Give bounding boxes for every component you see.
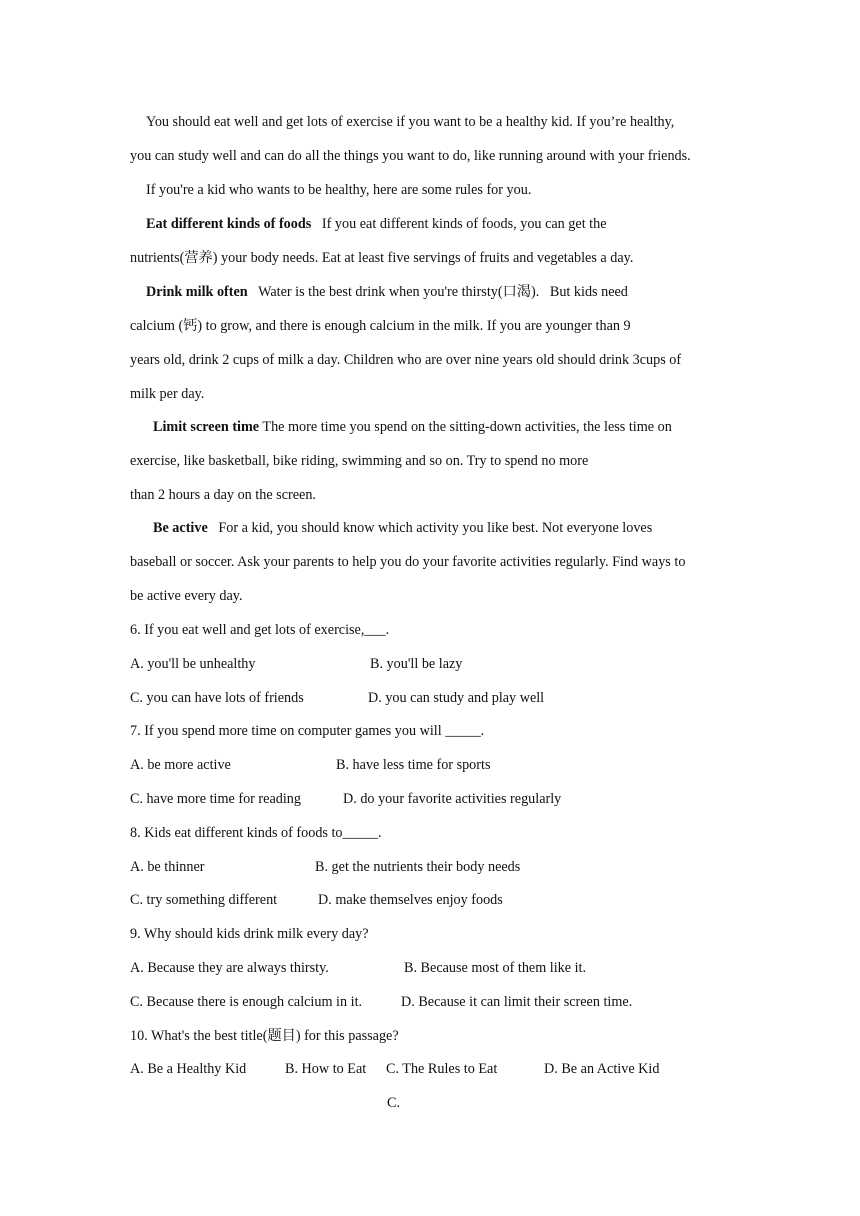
question-8-option-d: D. make themselves enjoy foods xyxy=(318,892,503,908)
question-10-option-d: D. Be an Active Kid xyxy=(544,1061,660,1077)
section-drink-milk-line3: years old, drink 2 cups of milk a day. Children who are over nine years old should drink 3cups of xyxy=(130,352,682,368)
section-be-active-heading: Be active xyxy=(153,520,208,536)
question-7-stem: 7. If you spend more time on computer games you will _____. xyxy=(130,723,485,739)
section-be-active-line3: be active every day. xyxy=(130,588,243,604)
section-screen-time-line2: exercise, like basketball, bike riding, swimming and so on. Try to spend no more xyxy=(130,453,589,469)
section-screen-time-line1 xyxy=(153,418,672,436)
passage-p1-line1: You should eat well and get lots of exercise if you want to be a healthy kid. If you’re healthy, xyxy=(146,114,675,130)
section-eat-foods-text: If you eat different kinds of foods, you can get the xyxy=(321,216,607,232)
question-6-option-d: D. you can study and play well xyxy=(368,690,545,706)
section-drink-milk-line1 xyxy=(146,283,628,301)
passage-p1-line2: you can study well and can do all the things you want to do, like running around with your friends. xyxy=(130,148,691,164)
question-9-option-c: C. Because there is enough calcium in it. xyxy=(130,994,363,1010)
section-be-active-text: For a kid, you should know which activity you like best. Not everyone loves xyxy=(218,520,653,536)
passage-p2: If you're a kid who wants to be healthy, here are some rules for you. xyxy=(146,182,532,198)
section-screen-time-text: The more time you spend on the sitting-down activities, the less time on xyxy=(262,419,672,435)
question-8-option-a: A. be thinner xyxy=(130,859,205,875)
question-10-stem: 10. What's the best title(题目) for this passage? xyxy=(130,1028,399,1044)
question-9-option-b: B. Because most of them like it. xyxy=(404,960,587,976)
question-8-option-c: C. try something different xyxy=(130,892,278,908)
section-eat-foods-line2: nutrients(营养) your body needs. Eat at least five servings of fruits and vegetables a day. xyxy=(130,250,634,266)
section-screen-time-heading: Limit screen time xyxy=(153,419,260,435)
section-drink-milk-text: Water is the best drink when you're thirsty(口渴). But kids need xyxy=(258,284,628,300)
section-be-active-line2: baseball or soccer. Ask your parents to help you do your favorite activities regularly. Find ways to xyxy=(130,554,686,570)
section-drink-milk-heading: Drink milk often xyxy=(146,284,248,300)
question-7-option-c: C. have more time for reading xyxy=(130,791,301,807)
question-10-option-b: B. How to Eat xyxy=(285,1061,367,1077)
section-be-active-line1 xyxy=(153,519,652,537)
question-6-option-c: C. you can have lots of friends xyxy=(130,690,304,706)
section-drink-milk-line4: milk per day. xyxy=(130,386,205,402)
question-7-option-a: A. be more active xyxy=(130,757,231,773)
question-8-stem: 8. Kids eat different kinds of foods to_____. xyxy=(130,825,382,841)
section-screen-time-line3: than 2 hours a day on the screen. xyxy=(130,487,316,503)
question-7-option-b: B. have less time for sports xyxy=(336,757,491,773)
question-6-stem: 6. If you eat well and get lots of exercise,___. xyxy=(130,622,390,638)
question-7-option-d: D. do your favorite activities regularly xyxy=(343,791,562,807)
question-10-option-c: C. The Rules to Eat xyxy=(386,1061,498,1077)
question-10-option-a: A. Be a Healthy Kid xyxy=(130,1061,247,1077)
question-6-option-a: A. you'll be unhealthy xyxy=(130,656,256,672)
answer-text: C. xyxy=(387,1095,401,1111)
question-8-option-b: B. get the nutrients their body needs xyxy=(315,859,521,875)
section-drink-milk-line2: calcium (钙) to grow, and there is enough calcium in the milk. If you are younger than 9 xyxy=(130,318,631,334)
question-9-option-a: A. Because they are always thirsty. xyxy=(130,960,329,976)
question-6-option-b: B. you'll be lazy xyxy=(370,656,463,672)
question-9-stem: 9. Why should kids drink milk every day? xyxy=(130,926,369,942)
section-eat-foods-line1 xyxy=(146,215,607,233)
section-eat-foods-heading: Eat different kinds of foods xyxy=(146,216,312,232)
question-9-option-d: D. Because it can limit their screen time. xyxy=(401,994,633,1010)
